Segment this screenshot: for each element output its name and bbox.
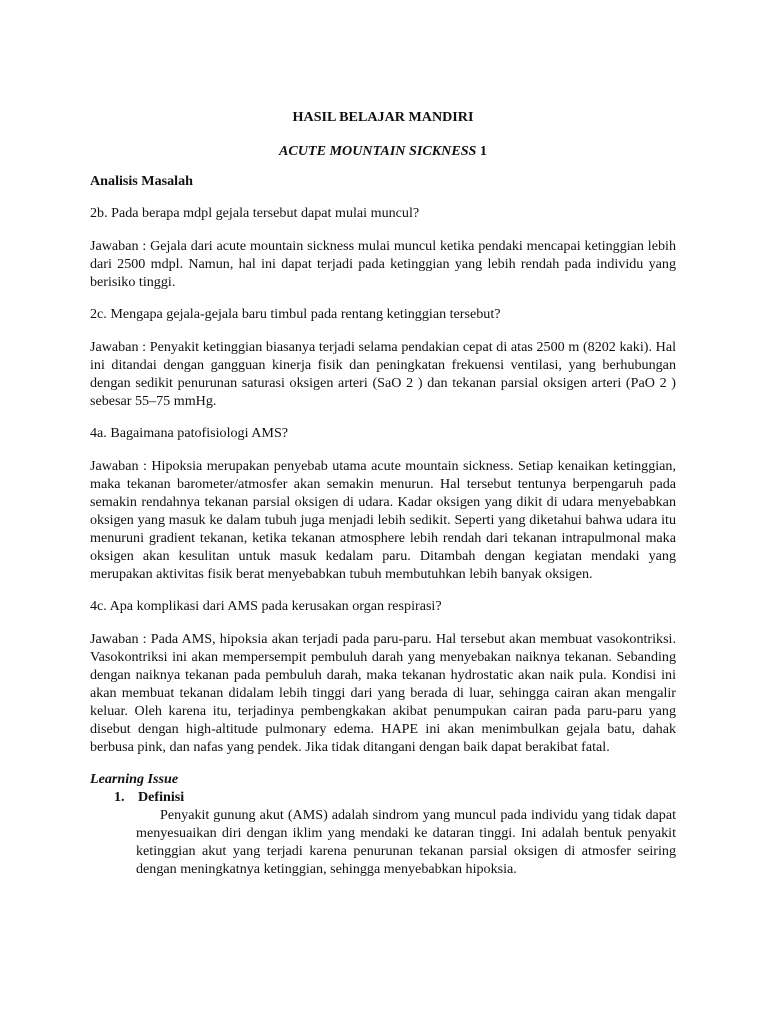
definisi-paragraph: Penyakit gunung akut (AMS) adalah sindrom yang muncul pada individu yang tidak dapat menyesuaikan diri dengan iklim yang mendaki ke dataran tinggi. Ini adalah bentuk penyakit ketinggian akut yang terjadi karena penurunan tekanan parsial oksigen di atmosfer seiring dengan meningkatnya ketinggian, sehingga menyebabkan hipoksia. (136, 807, 676, 877)
question-2b: 2b. Pada berapa mdpl gejala tersebut dapat mulai muncul? (90, 205, 420, 221)
section-heading: Analisis Masalah (90, 173, 193, 189)
list-item-definisi (90, 788, 676, 806)
subtitle-italic: ACUTE MOUNTAIN SICKNESS (279, 143, 477, 159)
answer-2b: Jawaban : Gejala dari acute mountain sickness mulai muncul ketika pendaki mencapai ketinggian lebih dari 2500 mdpl. Namun, hal ini dapat terjadi pada ketinggian yang lebih rendah pada individu yang berisiko tinggi. (90, 238, 676, 290)
answer-2c: Jawaban : Penyakit ketinggian biasanya terjadi selama pendakian cepat di atas 2500 m (8202 kaki). Hal ini ditandai dengan gangguan kinerja fisik dan peningkatan frekuensi ventilasi, yang berhubungan dengan sedikit penurunan saturasi oksigen arteri (SaO 2 ) dan tekanan parsial oksigen arteri (PaO 2 ) sebesar 55–75 mmHg. (90, 339, 676, 409)
answer-4c: Jawaban : Pada AMS, hipoksia akan terjadi pada paru-paru. Hal tersebut akan membuat vasokontriksi. Vasokontriksi ini akan mempersempit pembuluh darah yang menyebakan naiknya tekanan. Sebanding dengan naiknya tekanan pada pembuluh darah, maka tekanan hydrostatic akan naik pula. Kondisi ini akan membuat tekanan didalam lebih tinggi dari yang berada di luar, sehingga cairan akan mengalir keluar. Oleh karena itu, terjadinya pembengkakan akibat penumpukan cairan pada paru-paru yang disebut dengan high-altitude pulmonary edema. HAPE ini akan menimbulkan gejala batu, dahak berbusa pink, dan nafas yang pendek. Jika tidak ditangani dengan baik dapat berakibat fatal. (90, 631, 676, 755)
document-title: HASIL BELAJAR MANDIRI (292, 109, 474, 125)
learning-issue-title: Learning Issue (90, 771, 179, 787)
subtitle-suffix: 1 (476, 143, 487, 159)
document-page (90, 108, 676, 878)
list-item-label: Definisi (138, 789, 185, 805)
document-subtitle (90, 142, 676, 160)
question-2c: 2c. Mengapa gejala-gejala baru timbul pada rentang ketinggian tersebut? (90, 306, 501, 322)
answer-4a: Jawaban : Hipoksia merupakan penyebab utama acute mountain sickness. Setiap kenaikan ketinggian, maka tekanan barometer/atmosfer akan semakin menurun. Hal tersebut tentunya berpengaruh pada semakin rendahnya tekanan parsial oksigen di udara. Kadar oksigen yang dikit di udara menyebabkan oksigen yang masuk ke dalam tubuh juga menjadi lebih sedikit. Seperti yang diketahui bahwa udara itu menuruni gradient tekanan, ketika tekanan atmosphere lebih rendah dari tekanan intrapulmonal maka oksigen akan kesulitan untuk masuk kedalam paru. Ditambah dengan kegiatan mendaki yang merupakan aktivitas fisik berat menyebabkan tubuh membutuhkan lebih banyak oksigen. (90, 458, 676, 582)
list-item-number: 1. (114, 789, 125, 805)
question-4a: 4a. Bagaimana patofisiologi AMS? (90, 425, 289, 441)
question-4c: 4c. Apa komplikasi dari AMS pada kerusakan organ respirasi? (90, 598, 442, 614)
